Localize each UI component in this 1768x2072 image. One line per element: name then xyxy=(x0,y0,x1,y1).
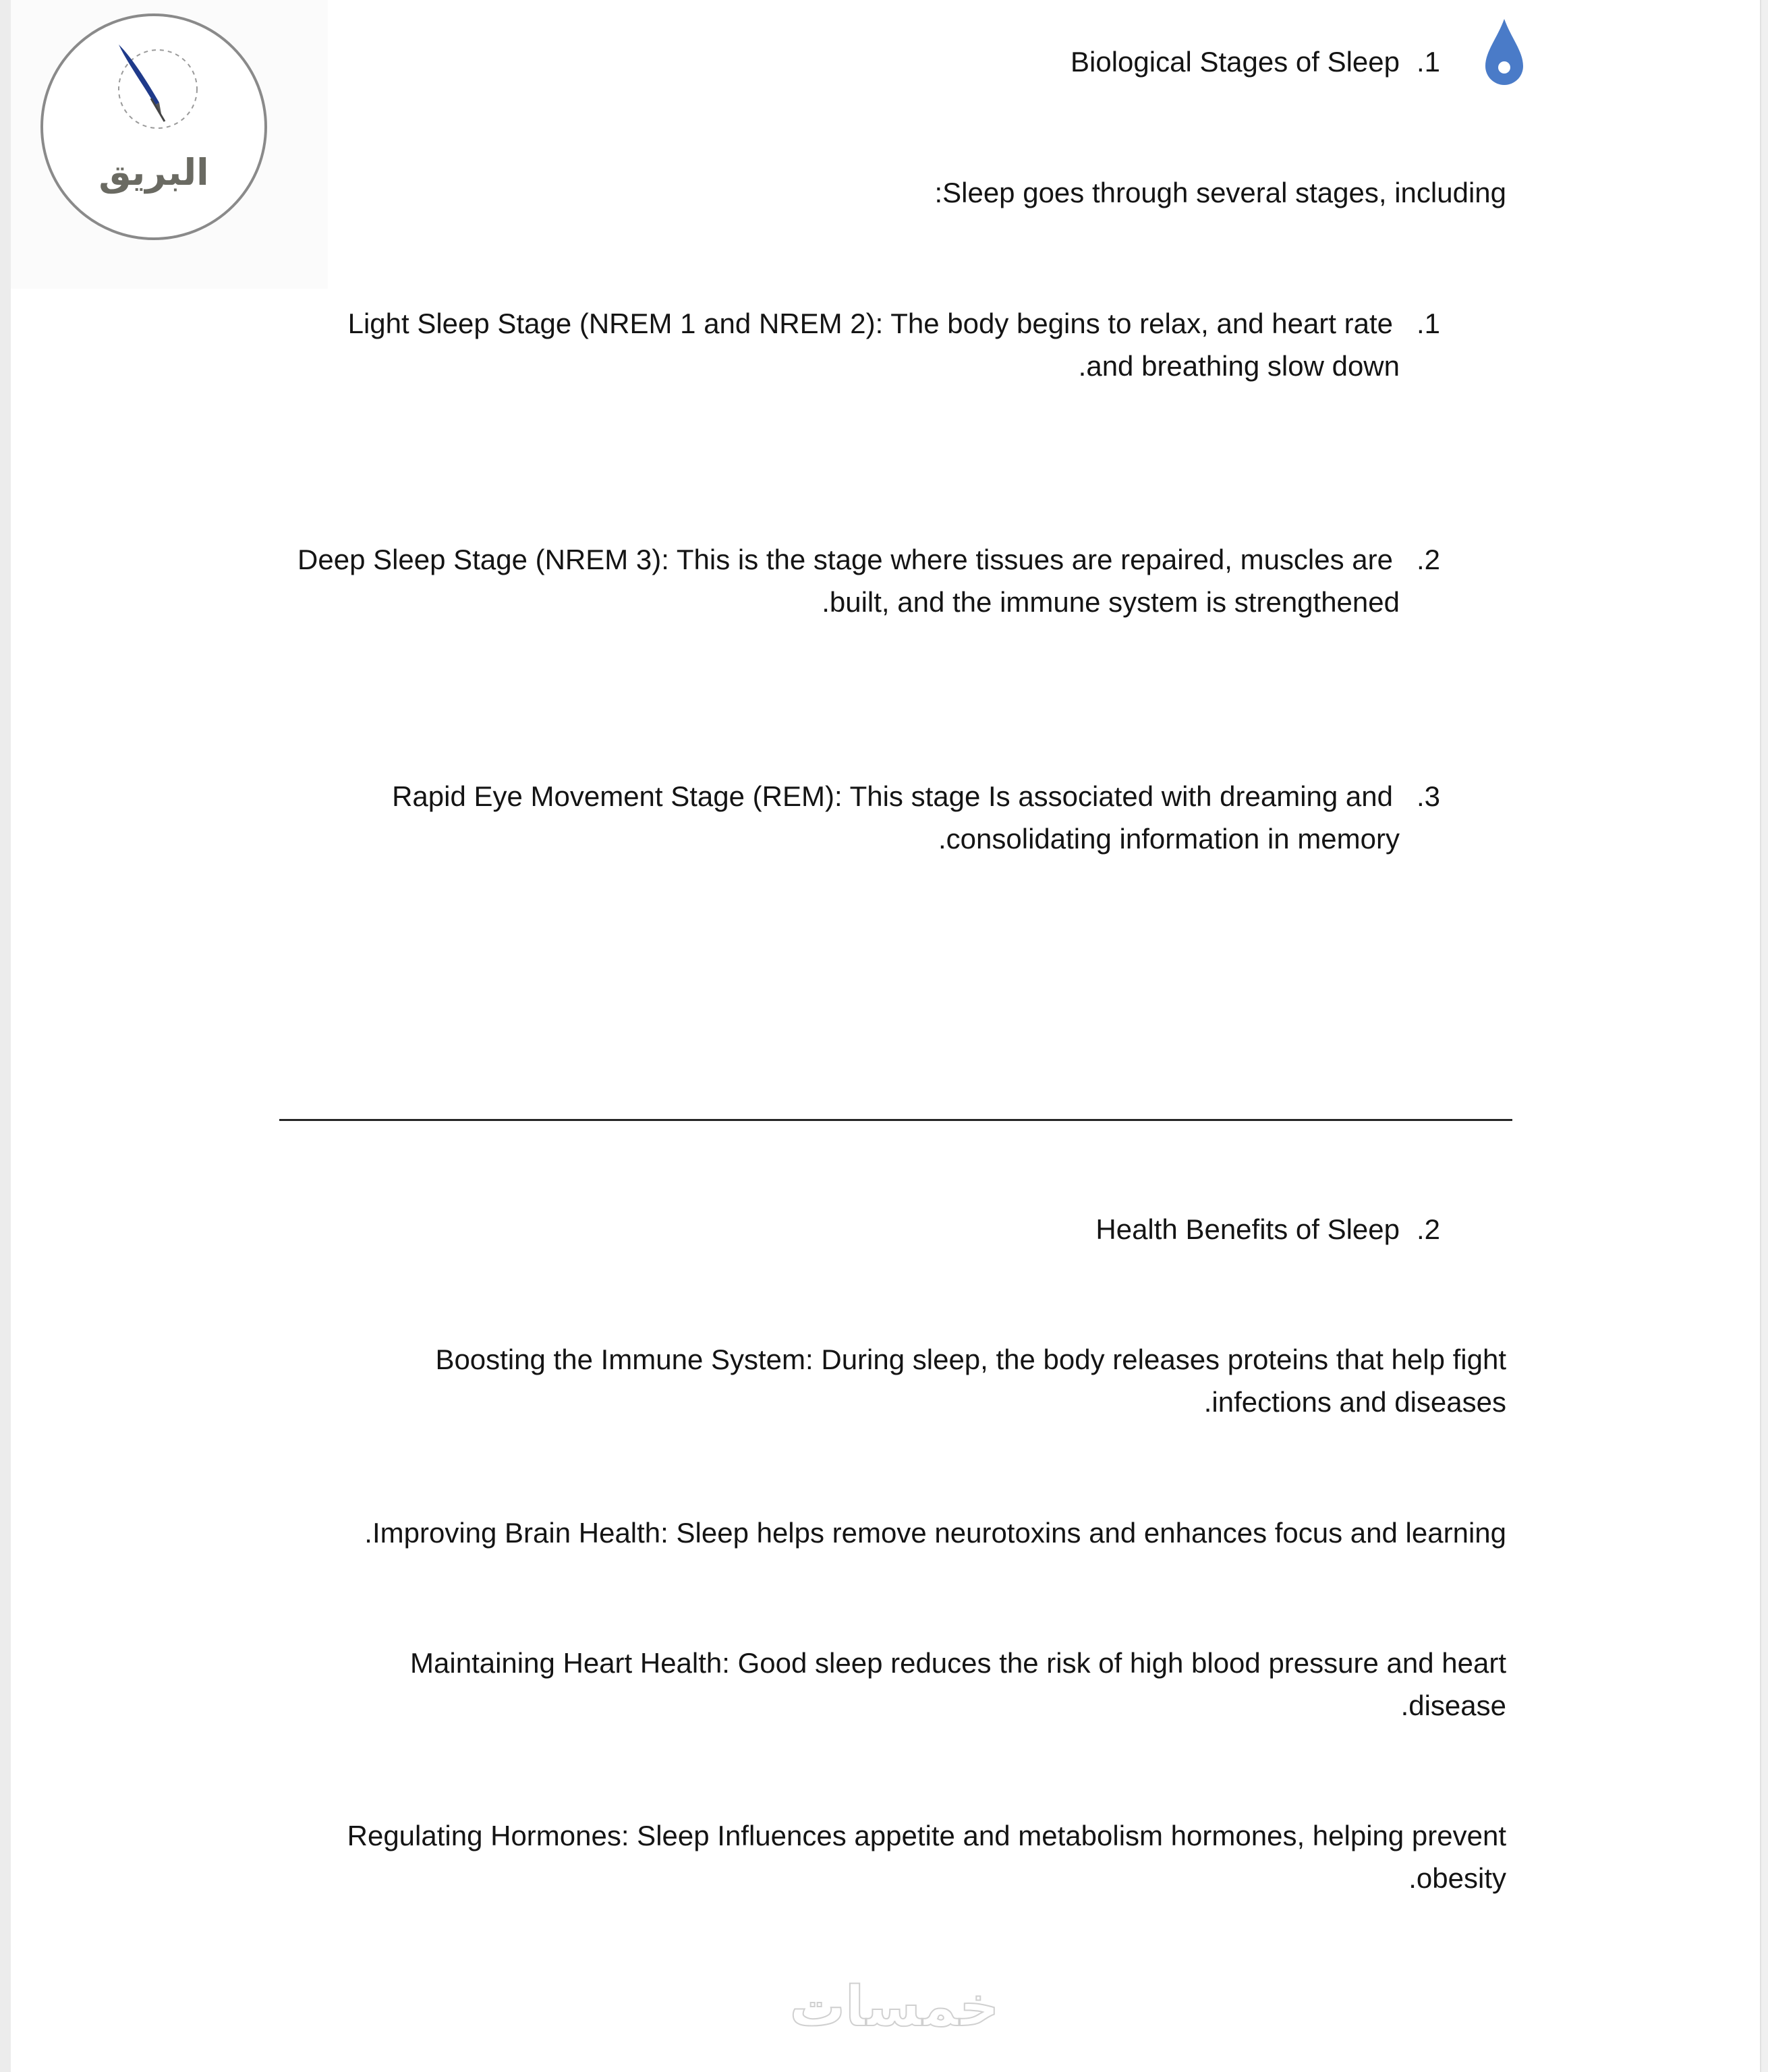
list-item-line: Rapid Eye Movement Stage (REM): This stage Is associated with dreaming and xyxy=(392,780,1393,812)
page-edge xyxy=(1760,0,1768,2072)
section1-title: Biological Stages of Sleep xyxy=(1071,46,1400,78)
paragraph-line: .Improving Brain Health: Sleep helps remove neurotoxins and enhances focus and learning xyxy=(364,1517,1506,1549)
list-item-line: .built, and the immune system is strengthened xyxy=(822,586,1400,618)
watermark: خمسات xyxy=(789,1975,1000,2039)
paragraph-line: .obesity xyxy=(1408,1862,1506,1894)
horizontal-divider xyxy=(279,1119,1512,1121)
paragraph-line: Maintaining Heart Health: Good sleep reduces the risk of high blood pressure and heart xyxy=(410,1647,1506,1679)
paragraph-line: .infections and diseases xyxy=(1203,1386,1506,1418)
section2-number: .2 xyxy=(1417,1213,1441,1245)
list-item-line: .and breathing slow down xyxy=(1078,350,1400,382)
paragraph-line: Boosting the Immune System: During sleep, the body releases proteins that help fight xyxy=(435,1344,1506,1375)
list-item-line: Deep Sleep Stage (NREM 3): This is the stage where tissues are repaired, muscles are xyxy=(297,544,1393,575)
list-item-number: .3 xyxy=(1417,780,1441,812)
logo-text: البريق xyxy=(98,151,209,194)
logo-badge xyxy=(40,13,267,240)
list-item-number: .1 xyxy=(1417,308,1441,339)
list-item-number: .2 xyxy=(1417,544,1441,575)
paragraph-line: Regulating Hormones: Sleep Influences appetite and metabolism hormones, helping prevent xyxy=(347,1820,1506,1851)
list-item-line: Light Sleep Stage (NREM 1 and NREM 2): The body begins to relax, and heart rate xyxy=(347,308,1393,339)
paragraph-line: .disease xyxy=(1400,1690,1506,1721)
section2-title: Health Benefits of Sleep xyxy=(1095,1213,1400,1245)
logo-card xyxy=(11,0,328,289)
document-page xyxy=(11,0,1768,2072)
section1-number: .1 xyxy=(1417,46,1441,78)
droplet-icon xyxy=(1484,18,1524,88)
section1-intro: :Sleep goes through several stages, including xyxy=(934,177,1506,208)
list-item-line: .consolidating information in memory xyxy=(938,823,1400,855)
quill-pen-icon xyxy=(43,16,264,237)
